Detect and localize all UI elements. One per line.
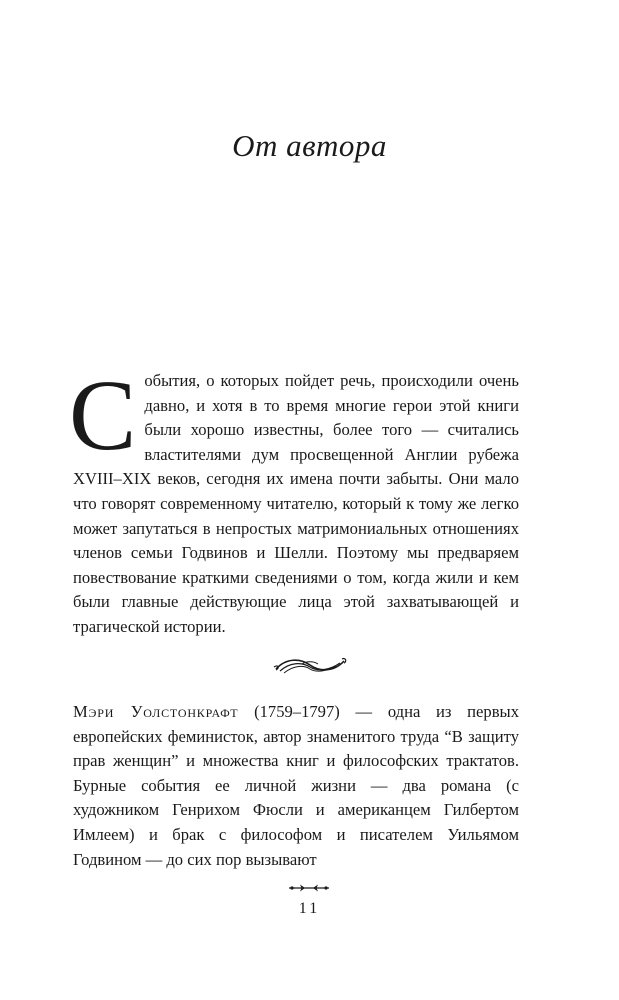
drop-cap: С xyxy=(69,359,137,471)
page-ornament-icon xyxy=(287,882,331,894)
bio-text: — одна из первых европейских феминисток, автор знаменитого труда “В защиту прав женщин” и множества книг и философских трактатов. Бурные события ее личной жизни — два романа (с художником Генрихом Фюсли и американцем Гилбертом Имлеем) и брак с философом и писателем Уильямом Годвином — до сих пор вызывают xyxy=(73,702,520,869)
bio-dates: (1759–1797) xyxy=(254,702,340,721)
intro-paragraph xyxy=(69,359,519,640)
chapter-title: От автора xyxy=(232,128,387,163)
flourish-ornament-icon xyxy=(272,654,348,676)
bio-name: Мэри Уолстонкрафт xyxy=(73,702,239,721)
intro-text: обытия, о которых пойдет речь, происходили очень давно, и хотя в то время многие герои этой книги были хорошо известны, более того — считались властителями дум просвещенной Англии рубежа XVIII–XIX веков, сегодня их имена почти забыты. Они мало что говорят современному читателю, который к тому же легко может запутаться в непростых матримониальных отношениях членов семьи Годвинов и Шелли. Поэтому мы предваряем повествование краткими сведениями о том, когда жили и кем были главные действующие лица этой захватывающей и трагической истории. xyxy=(73,371,519,636)
bio-paragraph xyxy=(73,700,519,872)
page-number: 11 xyxy=(298,900,321,917)
